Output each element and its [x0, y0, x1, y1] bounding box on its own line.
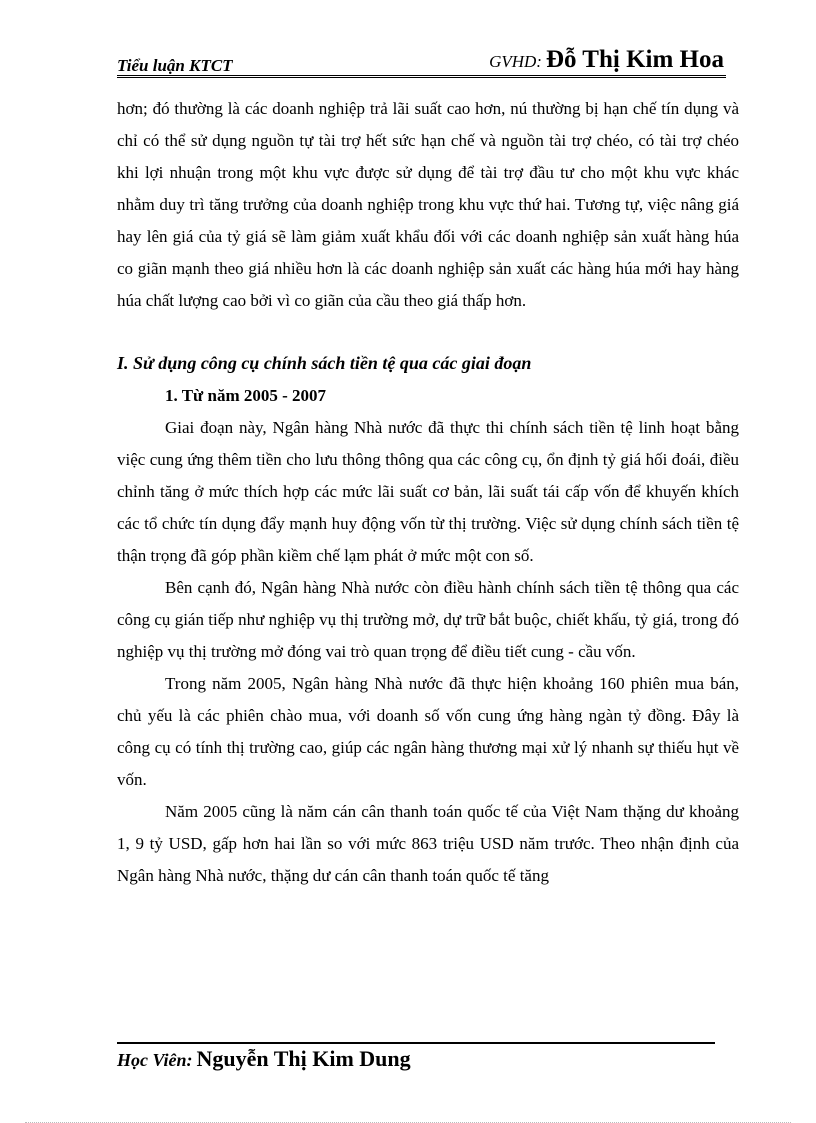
student-label: Học Viên: [117, 1050, 193, 1070]
document-title: Tiểu luận KTCT [117, 56, 233, 75]
paragraph: Bên cạnh đó, Ngân hàng Nhà nước còn điều hành chính sách tiền tệ thông qua các công cụ gián tiếp như nghiệp vụ thị trường mở, dự trữ bắt buộc, chiết khấu, tỷ giá, trong đó nghiệp vụ thị trường mở đóng vai trò quan trọng để điều tiết cung - cầu vốn. [117, 578, 739, 661]
continuation-paragraph: hơn; đó thường là các doanh nghiệp trả lãi suất cao hơn, nú thường bị hạn chế tín dụng và chỉ có thể sử dụng nguồn tự tài trợ hết sức hạn chế và nguồn tài trợ chéo, có tài trợ chéo khi lợi nhuận trong một khu vực được sử dụng để tài trợ đầu tư cho một khu vực khác nhằm duy trì tăng trưởng của doanh nghiệp trong khu vực thứ hai. Tương tự, việc nâng giá hay lên giá của tỷ giá sẽ làm giảm xuất khẩu đối với các doanh nghiệp sản xuất hàng húa co giãn mạnh theo giá nhiều hơn là các doanh nghiệp sản xuất các hàng húa mới hay hàng húa chất lượng cao bởi vì co giãn của cầu theo giá thấp hơn. [117, 99, 739, 310]
page-footer [117, 1046, 411, 1072]
page-header [117, 46, 726, 78]
student-name: Nguyễn Thị Kim Dung [196, 1046, 411, 1071]
document-body [117, 93, 739, 892]
subsection-heading: 1. Từ năm 2005 - 2007 [165, 386, 327, 405]
advisor-label: GVHD: [489, 52, 542, 71]
footer-divider [117, 1042, 715, 1044]
advisor [489, 46, 724, 74]
paragraph: Trong năm 2005, Ngân hàng Nhà nước đã thực hiện khoảng 160 phiên mua bán, chủ yếu là các phiên chào mua, với doanh số vốn cung ứng hàng ngàn tỷ đồng. Đây là công cụ có tính thị trường cao, giúp các ngân hàng thương mại xử lý nhanh sự thiếu hụt về vốn. [117, 674, 739, 789]
paragraph: Giai đoạn này, Ngân hàng Nhà nước đã thực thi chính sách tiền tệ linh hoạt bằng việc cung ứng thêm tiền cho lưu thông thông qua các công cụ, ổn định tỷ giá hối đoái, điều chỉnh tăng ở mức thích hợp các mức lãi suất cơ bản, lãi suất tái cấp vốn để khuyến khích các tổ chức tín dụng đẩy mạnh huy động vốn từ thị trường. Việc sử dụng chính sách tiền tệ thận trọng đã góp phần kiềm chế lạm phát ở mức một con số. [117, 418, 739, 565]
advisor-name: Đỗ Thị Kim Hoa [545, 46, 724, 73]
section-heading: I. Sử dụng công cụ chính sách tiền tệ qua các giai đoạn [117, 353, 532, 373]
paragraph: Năm 2005 cũng là năm cán cân thanh toán quốc tế của Việt Nam thặng dư khoảng 1, 9 tỷ USD, gấp hơn hai lần so với mức 863 triệu USD năm trước. Theo nhận định của Ngân hàng Nhà nước, thặng dư cán cân thanh toán quốc tế tăng [117, 802, 739, 885]
header-divider [117, 75, 726, 78]
